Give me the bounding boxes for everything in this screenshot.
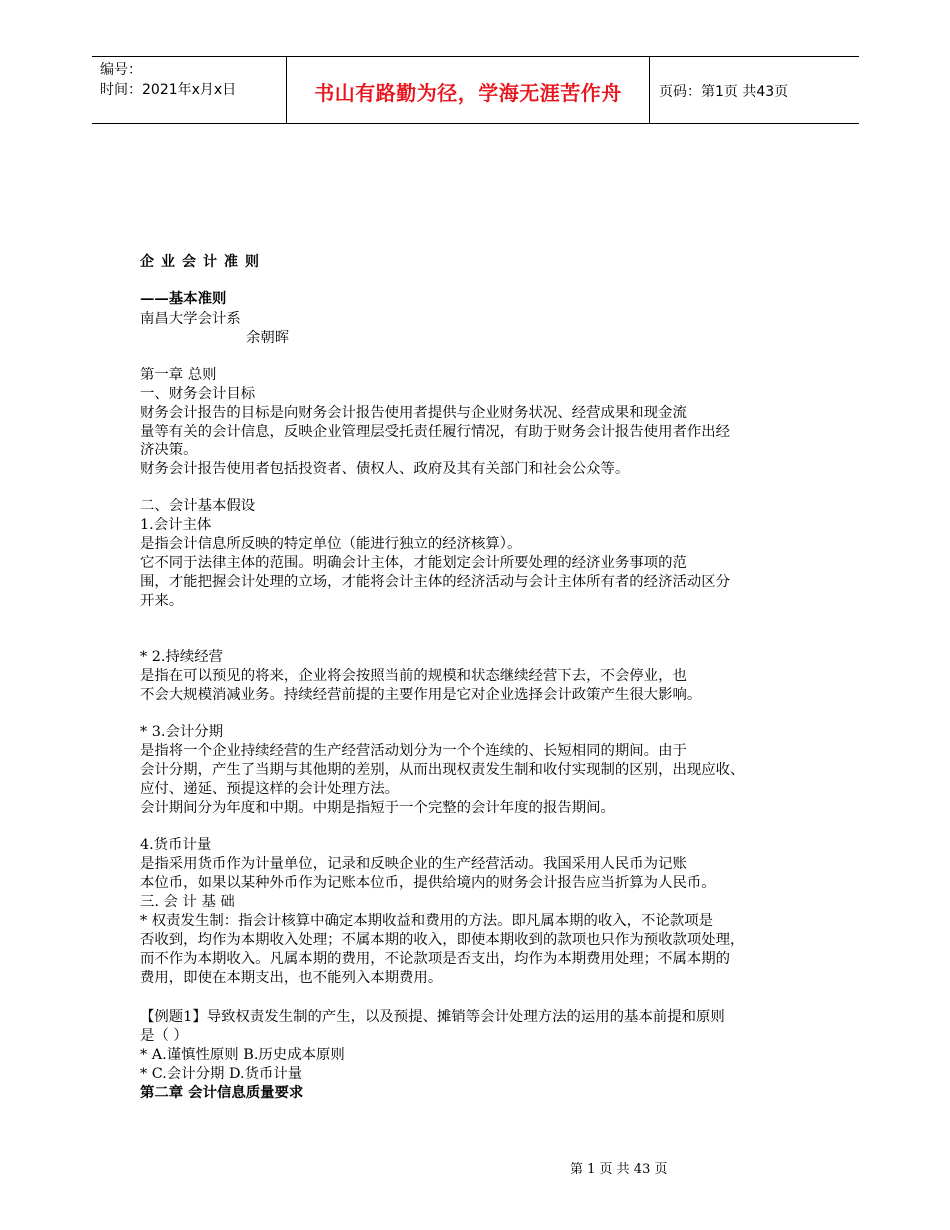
doc-author: 余朝晖 <box>246 330 290 346</box>
subsection-heading: * 3.会计分期 <box>140 724 224 740</box>
paragraph-line: 是指会计信息所反映的特定单位（能进行独立的经济核算）。 <box>140 536 522 552</box>
paragraph-line: 而不作为本期收入。凡属本期的费用，不论款项是否支出，均作为本期费用处理；不属本期的 <box>140 951 731 967</box>
paragraph-line: 财务会计报告的目标是向财务会计报告使用者提供与企业财务状况、经营成果和现金流 <box>140 405 687 421</box>
paragraph-line: 开来。 <box>140 593 184 609</box>
paragraph-line: 它不同于法律主体的范围。明确会计主体，才能划定会计所要处理的经济业务事项的范 <box>140 555 687 571</box>
doc-org: 南昌大学会计系 <box>140 311 241 327</box>
number-label: 编号： <box>100 62 142 78</box>
page-footer: 第 1 页 共 43 页 <box>570 1162 668 1177</box>
paragraph-line: 否收到，均作为本期收入处理；不属本期的收入，即使本期收到的款项也只作为预收款项处理， <box>140 932 745 948</box>
paragraph-line: 应付、递延、预提这样的会计处理方法。 <box>140 781 400 797</box>
example-question: 【例题1】导致权责发生制的产生，以及预提、摊销等会计处理方法的运用的基本前提和原则 <box>140 1009 725 1025</box>
paragraph-line: 是指采用货币作为计量单位，记录和反映企业的生产经营活动。我国采用人民币为记账 <box>140 856 687 872</box>
paragraph-line: 量等有关的会计信息，反映企业管理层受托责任履行情况，有助于财务会计报告使用者作出经 <box>140 424 731 440</box>
option-line: * C.会计分期 D.货币计量 <box>140 1066 303 1082</box>
paragraph-line: 会计分期，产生了当期与其他期的差别，从而出现权责发生制和收付实现制的区别，出现应收、 <box>140 762 745 778</box>
section-heading: 二、会计基本假设 <box>140 498 256 514</box>
paragraph-line: 济决策。 <box>140 442 198 458</box>
section-heading: 三. 会 计 基 础 <box>140 894 235 910</box>
paragraph-line: * 权责发生制：指会计核算中确定本期收益和费用的方法。即凡属本期的收入，不论款项是 <box>140 913 714 929</box>
page-header <box>92 56 859 124</box>
doc-title: 企业会计准则 <box>140 254 266 270</box>
paragraph-line: 费用，即使在本期支出，也不能列入本期费用。 <box>140 970 443 986</box>
subsection-heading: 4.货币计量 <box>140 837 212 853</box>
paragraph-line: 本位币，如果以某种外币作为记账本位币，提供给境内的财务会计报告应当折算为人民币。 <box>140 875 716 891</box>
paragraph-line: 会计期间分为年度和中期。中期是指短于一个完整的会计年度的报告期间。 <box>140 800 615 816</box>
paragraph-line: 是指在可以预见的将来，企业将会按照当前的规模和状态继续经营下去，不会停业，也 <box>140 668 687 684</box>
header-page-cell <box>650 57 859 123</box>
chapter-heading: 第二章 会计信息质量要求 <box>140 1084 304 1101</box>
doc-subtitle: ——基本准则 <box>140 290 227 307</box>
slogan: 书山有路勤为径，学海无涯苦作舟 <box>314 81 622 105</box>
paragraph-line: 是指将一个企业持续经营的生产经营活动划分为一个个连续的、长短相同的期间。由于 <box>140 743 687 759</box>
time-label: 时间：2021年x月x日 <box>100 82 237 98</box>
chapter-heading: 第一章 总则 <box>140 367 217 383</box>
paragraph-line: 围，才能把握会计处理的立场，才能将会计主体的经济活动与会计主体所有者的经济活动区分 <box>140 574 731 590</box>
header-info-cell <box>92 57 287 123</box>
subsection-heading: 1.会计主体 <box>140 517 212 533</box>
header-slogan-cell <box>287 57 650 123</box>
page-info: 页码：第1页 共43页 <box>659 84 789 100</box>
option-line: * A.谨慎性原则 B.历史成本原则 <box>140 1047 345 1063</box>
paragraph-line: 财务会计报告使用者包括投资者、债权人、政府及其有关部门和社会公众等。 <box>140 461 630 477</box>
example-question: 是（ ） <box>140 1028 188 1044</box>
paragraph-line: 不会大规模消减业务。持续经营前提的主要作用是它对企业选择会计政策产生很大影响。 <box>140 687 702 703</box>
section-heading: 一、财务会计目标 <box>140 386 256 402</box>
subsection-heading: * 2.持续经营 <box>140 649 224 665</box>
